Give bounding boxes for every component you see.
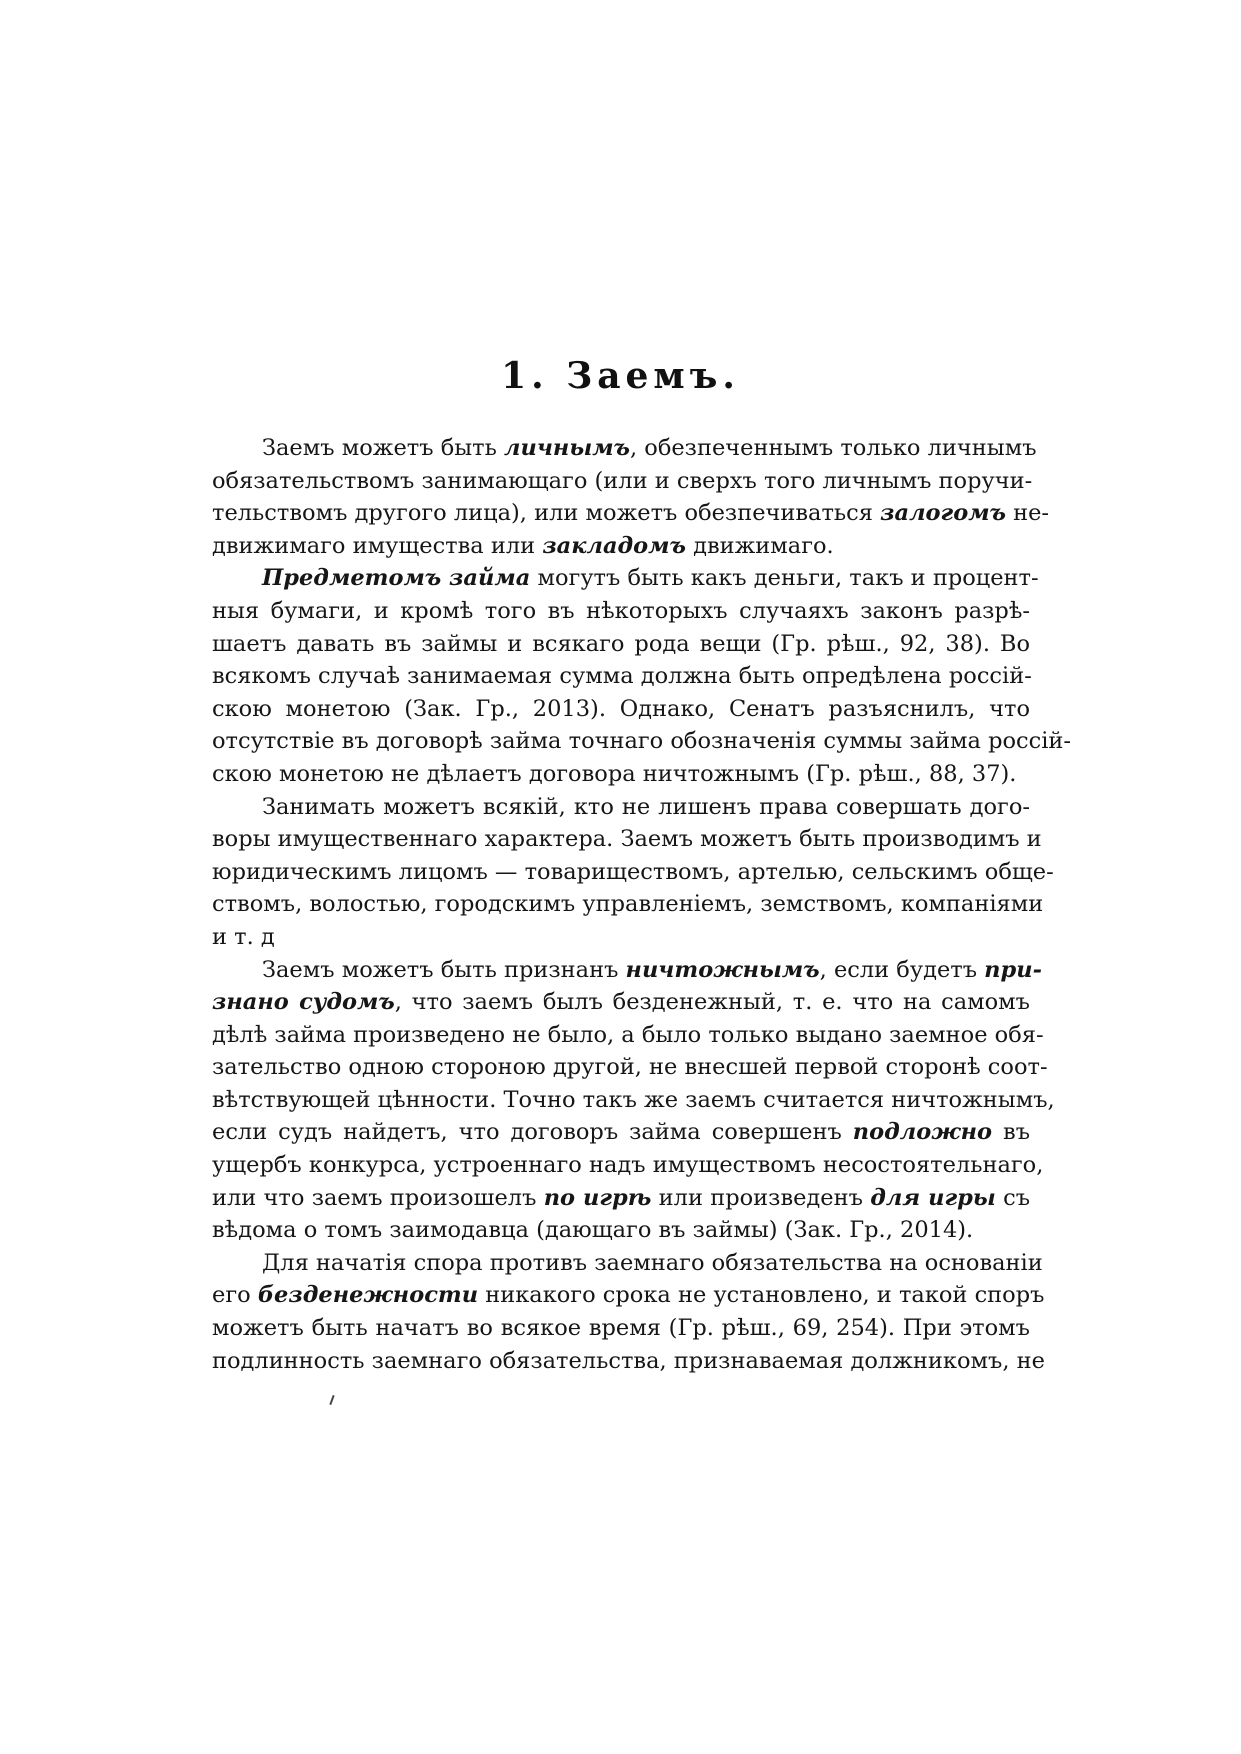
text-run: скою монетою (Зак. Гр., 2013). Однако, Сенатъ разъяснилъ, что — [212, 695, 1030, 722]
text-line — [212, 1279, 1045, 1312]
text-run: Заемъ можетъ быть признанъ — [262, 956, 626, 983]
emphasis-text: подложно — [852, 1119, 993, 1146]
paragraph — [212, 791, 1054, 954]
emphasis-text: залогомъ — [880, 500, 1006, 527]
text-run: зательство одною стороною другой, не внесшей первой сторонѣ соот- — [212, 1054, 1048, 1081]
text-run: съ — [995, 1184, 1031, 1211]
text-line — [212, 954, 1042, 987]
text-run: можетъ быть начатъ во всякое время (Гр. рѣш., 69, 254). При этомъ — [212, 1315, 1030, 1342]
text-line — [212, 823, 1042, 856]
text-run: вѣтствующей цѣнности. Точно такъ же заемъ считается ничтожнымъ, — [212, 1086, 1055, 1113]
text-line — [212, 1247, 1043, 1280]
text-run: и т. д — [212, 923, 275, 950]
paragraph — [212, 432, 1050, 562]
text-line — [212, 660, 1030, 693]
text-run: Для начатія спора противъ заемнаго обязательства на основаніи — [262, 1249, 1043, 1276]
emphasis-text: по игрѣ — [543, 1184, 652, 1211]
emphasis-text: закладомъ — [542, 532, 686, 559]
body-text — [212, 432, 1072, 1377]
text-run: ствомъ, волостью, городскимъ управленіемъ, земствомъ, компаніями — [212, 891, 1044, 918]
page-title: 1. Заемъ. — [501, 355, 740, 397]
paragraph — [212, 954, 1055, 1247]
text-run: , что заемъ былъ безденежный, т. е. что на самомъ — [394, 989, 1030, 1016]
text-run: его — [212, 1282, 258, 1309]
text-line — [212, 562, 1039, 595]
text-line — [212, 1116, 1030, 1149]
text-run: обязательствомъ занимающаго (или и сверхъ того личнымъ поручи- — [212, 467, 1033, 494]
text-line — [212, 1149, 1044, 1182]
text-run: не- — [1005, 500, 1050, 527]
text-line — [212, 465, 1033, 498]
emphasis-text: знано судомъ — [212, 989, 395, 1016]
text-run: отсутствіе въ договорѣ займа точнаго обозначенія суммы займа россій- — [212, 728, 1072, 755]
emphasis-text: ничтожнымъ — [625, 956, 820, 983]
text-run: всякомъ случаѣ занимаемая сумма должна быть опредѣлена россій- — [212, 663, 1032, 690]
text-line — [212, 1084, 1055, 1117]
text-run: скою монетою не дѣлаетъ договора ничтожнымъ (Гр. рѣш., 88, 37). — [212, 760, 1017, 787]
text-line — [212, 1182, 1030, 1215]
text-run: ныя бумаги, и кромѣ того въ нѣкоторыхъ случаяхъ законъ разрѣ- — [212, 597, 1030, 624]
paragraph — [212, 562, 1072, 790]
emphasis-text: безденежности — [257, 1282, 479, 1309]
text-line — [212, 856, 1054, 889]
text-line — [212, 628, 1030, 661]
text-line — [212, 758, 1030, 791]
text-line — [212, 1345, 1045, 1378]
text-run: шаетъ давать въ займы и всякаго рода вещи (Гр. рѣш., 92, 38). Во — [212, 630, 1030, 657]
text-line — [212, 432, 1037, 465]
text-line — [212, 1051, 1048, 1084]
text-run: дѣлѣ займа произведено не было, а было только выдано заемное обя- — [212, 1021, 1044, 1048]
text-line — [212, 693, 1030, 726]
text-run: движимаго. — [685, 532, 834, 559]
text-line — [212, 595, 1030, 628]
text-run: , обезпеченнымъ только личнымъ — [629, 435, 1037, 461]
text-line — [212, 1214, 1030, 1247]
emphasis-text: при- — [984, 956, 1042, 983]
text-line — [212, 497, 1050, 530]
text-run: ущербъ конкурса, устроеннаго надъ имуществомъ несостоятельнаго, — [212, 1152, 1044, 1179]
text-line — [212, 921, 1030, 954]
text-run: или произведенъ — [651, 1184, 871, 1211]
text-line — [212, 1019, 1044, 1052]
text-line — [212, 1312, 1030, 1345]
text-run: если судъ найдетъ, что договоръ займа совершенъ — [212, 1119, 853, 1146]
text-run: никакого срока не установлено, и такой споръ — [478, 1282, 1045, 1309]
text-run: воры имущественнаго характера. Заемъ можетъ быть производимъ и — [212, 826, 1042, 853]
text-run: или что заемъ произошелъ — [212, 1184, 544, 1211]
text-run: въ — [992, 1119, 1031, 1146]
paragraph — [212, 1247, 1045, 1377]
emphasis-text: личнымъ — [504, 435, 630, 461]
text-line — [212, 791, 1030, 824]
text-line — [212, 530, 1030, 563]
emphasis-text: для игры — [870, 1184, 996, 1211]
text-run: вѣдома о томъ заимодавца (дающаго въ займы) (Зак. Гр., 2014). — [212, 1217, 974, 1244]
text-line — [212, 888, 1044, 921]
text-run: юридическимъ лицомъ — товариществомъ, артелью, сельскимъ обще- — [212, 858, 1054, 885]
text-line — [212, 725, 1072, 758]
text-run: , если будетъ — [819, 956, 985, 983]
text-line — [212, 986, 1030, 1019]
text-run: могутъ быть какъ деньги, такъ и процент- — [530, 565, 1039, 592]
text-run: Заемъ можетъ быть — [262, 435, 504, 461]
text-run: тельствомъ другого лица), или можетъ обезпечиваться — [212, 500, 881, 527]
text-run: подлинность заемнаго обязательства, признаваемая должникомъ, не — [212, 1347, 1045, 1374]
text-run: Занимать можетъ всякій, кто не лишенъ права совершать дого- — [262, 793, 1030, 820]
stray-pen-mark — [329, 1395, 334, 1405]
text-run: движимаго имущества или — [212, 532, 543, 559]
emphasis-text: Предметомъ займа — [262, 565, 531, 592]
